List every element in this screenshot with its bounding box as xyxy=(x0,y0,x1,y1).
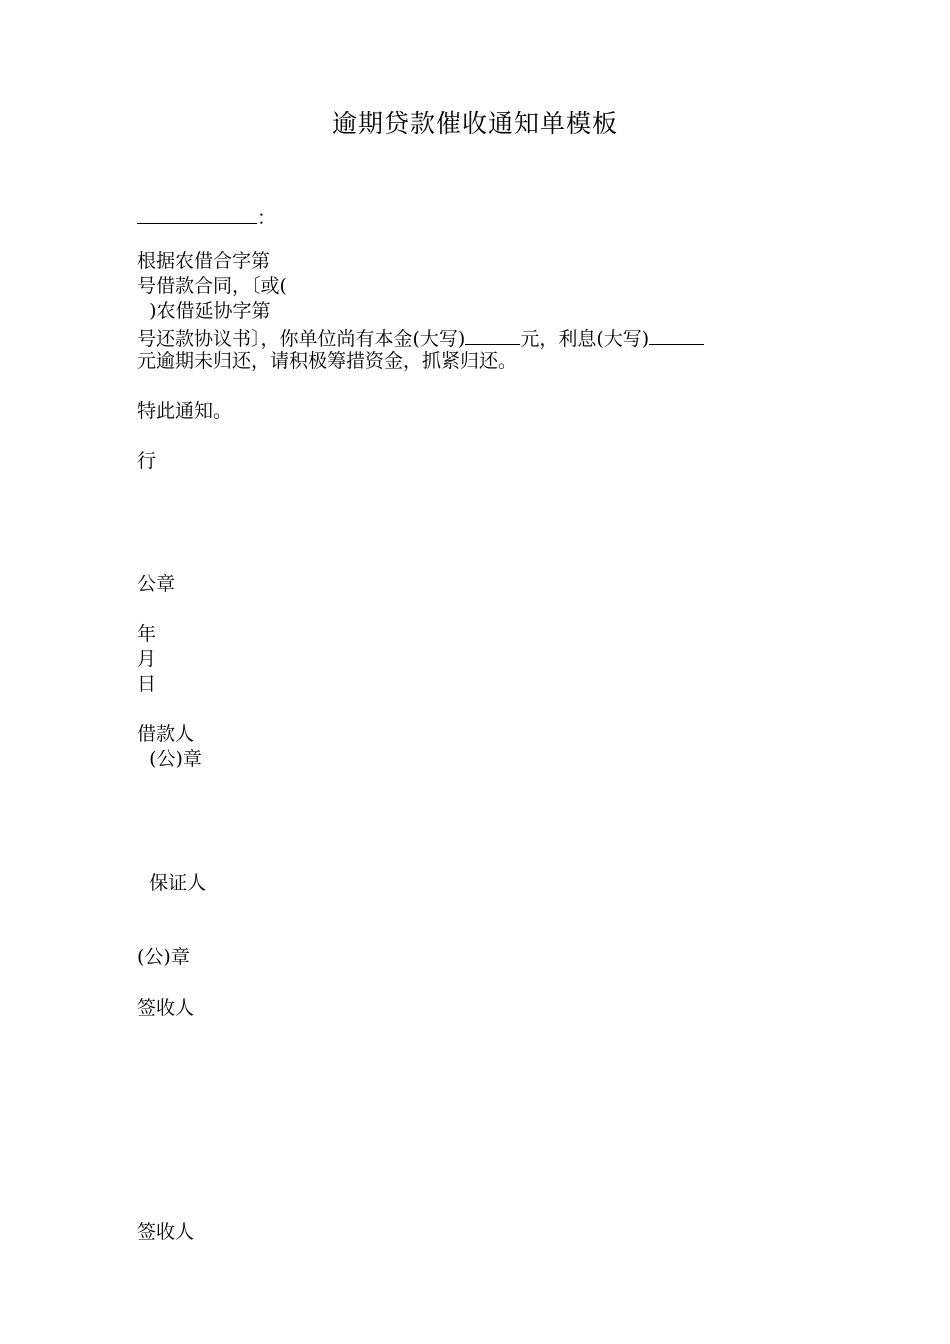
guarantor-label: 保证人 xyxy=(137,872,207,894)
signee-label-1: 签收人 xyxy=(137,997,195,1019)
body-line-1: 根据农借合字第 xyxy=(137,250,271,272)
body-line-4-interest-text: 元，利息(大写) xyxy=(520,328,650,350)
addressee-blank xyxy=(137,203,257,224)
body-line-5: 元逾期未归还，请积极筹措资金，抓紧归还。 xyxy=(137,350,518,372)
borrower-seal-label: (公)章 xyxy=(137,748,202,770)
body-line-4 xyxy=(137,324,704,352)
borrower-label: 借款人 xyxy=(137,723,195,745)
principal-amount-blank xyxy=(465,324,520,345)
notice-closing: 特此通知。 xyxy=(137,400,233,422)
year-label: 年 xyxy=(137,623,157,645)
document-title: 逾期贷款催收通知单模板 xyxy=(331,109,618,138)
interest-amount-blank xyxy=(649,324,704,345)
body-line-2: 号借款合同，〔或( xyxy=(137,275,287,297)
body-line-4-principal-text: 号还款协议书〕，你单位尚有本金(大写) xyxy=(137,328,466,350)
bank-label: 行 xyxy=(137,450,157,472)
body-line-3: )农借延协字第 xyxy=(137,300,271,322)
official-seal-label: 公章 xyxy=(137,573,176,595)
addressee-line xyxy=(137,203,276,231)
day-label: 日 xyxy=(137,673,157,695)
signee-label-2: 签收人 xyxy=(137,1221,195,1243)
month-label: 月 xyxy=(137,648,157,670)
addressee-colon: ： xyxy=(257,207,277,229)
guarantor-seal-label: (公)章 xyxy=(137,946,190,968)
